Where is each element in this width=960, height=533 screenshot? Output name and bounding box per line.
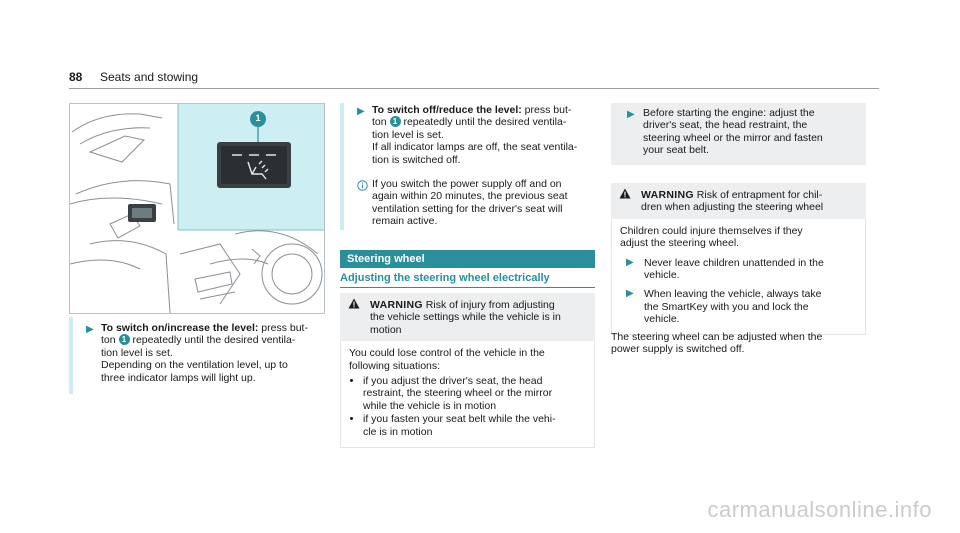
header-divider <box>69 88 879 89</box>
figure-callout-1: 1 <box>255 113 261 123</box>
warning-label: WARNING <box>641 189 694 201</box>
seat-ventilation-illustration <box>69 103 325 314</box>
step-accent-bar <box>69 317 73 394</box>
step-switch-off: To switch off/reduce the level: press but- ton 1 repeatedly until the desired ventila- tion level is set. If all indicator lamps are off, the seat ventila- tion is switched off. <box>372 104 578 166</box>
section-title: Seats and stowing <box>100 70 199 84</box>
info-icon <box>357 180 368 191</box>
warning-box-entrapment <box>611 183 866 335</box>
warning-body: Children could injure themselves if they adjust the steering wheel. ▶ Never leave children unattended in the vehicle. ▶ When leaving the vehicle, always take the SmartKey with you and lock the vehicle. <box>611 219 866 335</box>
warning-label: WARNING <box>370 299 423 311</box>
warning-triangle-icon <box>348 298 360 309</box>
watermark: carmanualsonline.info <box>707 497 932 522</box>
body-paragraph: The steering wheel can be adjusted when the power supply is switched off. <box>611 331 823 356</box>
page-number: 88 <box>69 70 83 84</box>
step-arrow-icon: ▶ <box>626 288 634 300</box>
warning-header: WARNING Risk of injury from adjusting the vehicle settings while the vehicle is in motion <box>340 293 595 341</box>
warning-header: WARNING Risk of entrapment for chil- dren when adjusting the steering wheel <box>611 183 866 219</box>
callout-1-badge: 1 <box>119 334 130 345</box>
warning-body: You could lose control of the vehicle in the following situations: • if you adjust the driver's seat, the head restraint, the steering wheel or the mirror while the vehicle is in motion • if you fasten your seat belt while the vehi- cle is in motion <box>340 341 595 448</box>
step-switch-on: To switch on/increase the level: press but- ton 1 repeatedly until the desired ventila- tion level is set. Depending on the ventilation level, up to three indicator lamps will light up. <box>101 322 308 384</box>
step-accent-bar <box>340 103 344 230</box>
callout-1-badge: 1 <box>390 116 401 127</box>
warning-step: ▶ When leaving the vehicle, always take the SmartKey with you and lock the vehicle. <box>626 288 822 326</box>
step-arrow-icon: ▶ <box>86 324 94 335</box>
warning-box-injury <box>340 293 595 448</box>
list-item: • if you fasten your seat belt while the vehi- cle is in motion <box>363 413 586 438</box>
list-item: • if you adjust the driver's seat, the head restraint, the steering wheel or the mirror while the vehicle is in motion <box>363 375 586 412</box>
subheading-adjust-electrically: Adjusting the steering wheel electrically <box>340 272 595 288</box>
step-switch-on-title: To switch on/increase the level: <box>101 322 259 334</box>
step-arrow-icon: ▶ <box>627 109 635 120</box>
step-switch-off-title: To switch off/reduce the level: <box>372 104 522 116</box>
step-arrow-icon: ▶ <box>626 256 634 268</box>
warning-step: ▶ Never leave children unattended in the vehicle. <box>626 256 824 282</box>
section-heading-steering-wheel: Steering wheel <box>340 250 595 268</box>
warning-triangle-icon <box>619 188 631 199</box>
door-panel-drawing <box>70 104 324 313</box>
info-note: If you switch the power supply off and on again within 20 minutes, the previous seat ventilation setting for the driver's seat will remain active. <box>372 178 568 228</box>
step-arrow-icon: ▶ <box>357 106 365 117</box>
instruction-box: ▶ Before starting the engine: adjust the driver's seat, the head restraint, the steering wheel or the mirror and fasten your seat belt. <box>611 103 866 165</box>
